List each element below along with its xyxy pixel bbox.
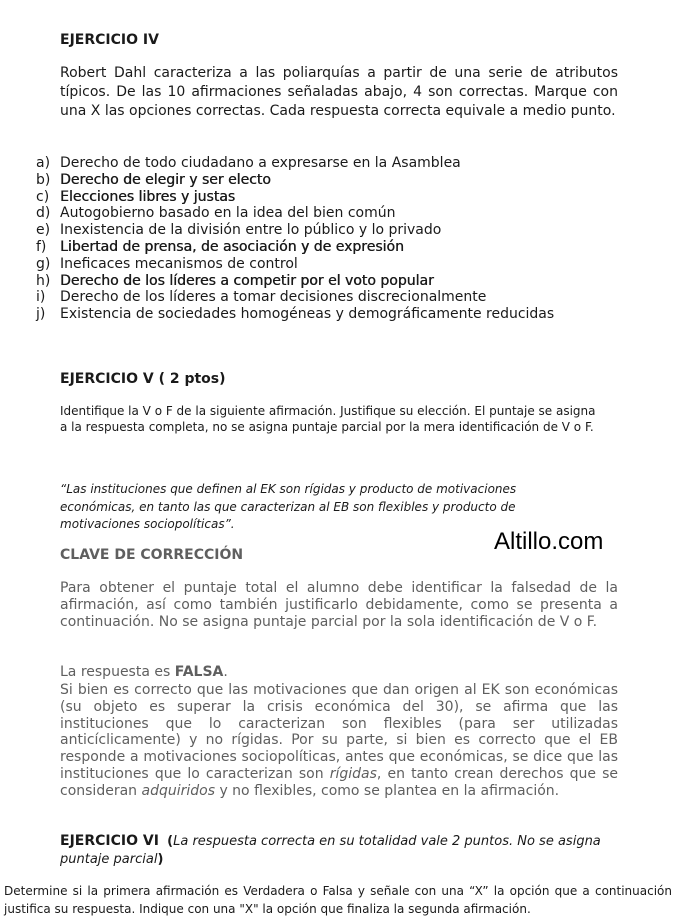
explanation-rigidas: rígidas <box>329 765 377 782</box>
option-item[interactable] <box>36 222 636 239</box>
option-letter: j) <box>36 306 46 323</box>
exercise-5-quote: “Las instituciones que definen al EK son rígidas y producto de motivaciones económicas, en tanto las que caracterizan al EB son flexibles y producto de motivaciones sociopolíticas”. <box>60 482 517 531</box>
explanation-part-2: , en tanto crean derechos que se consideran <box>60 765 618 799</box>
option-item[interactable] <box>36 289 636 306</box>
answer-key-text: Para obtener el puntaje total el alumno debe identificar la falsedad de la afirmación, así como también justificarlo debidamente, como se presenta a continuación. No se asigna puntaje parcial por la sola identificación de V o F. <box>60 580 618 630</box>
exercise-6-header <box>60 832 620 869</box>
option-item[interactable] <box>36 306 636 323</box>
close-paren: ) <box>157 852 164 867</box>
answer-explanation <box>60 682 618 800</box>
option-letter: h) <box>36 272 51 289</box>
option-text: Existencia de sociedades homogéneas y demográficamente reducidas <box>60 306 555 323</box>
option-letter: f) <box>36 238 47 255</box>
explanation-adquiridos: adquiridos <box>141 782 215 799</box>
exercise-4-intro: Robert Dahl caracteriza a las poliarquías a partir de una serie de atributos típicos. De las 10 afirmaciones señaladas abajo, 4 son correctas. Marque con una X las opciones correctas. Cada respuesta correcta equivale a medio punto. <box>60 65 618 119</box>
option-text: Inexistencia de la división entre lo público y lo privado <box>60 222 442 239</box>
option-text: Derecho de los líderes a competir por el voto popular <box>60 272 434 289</box>
option-item[interactable] <box>36 205 636 222</box>
answer-prefix: La respuesta es <box>60 664 175 680</box>
answer-suffix: . <box>223 664 228 680</box>
option-item[interactable] <box>36 273 636 290</box>
option-letter: d) <box>36 205 51 222</box>
option-letter: e) <box>36 222 51 239</box>
exercise-6-title: EJERCICIO VI <box>60 833 159 849</box>
option-item[interactable] <box>36 239 636 256</box>
option-item[interactable] <box>36 155 636 172</box>
option-text: Libertad de prensa, de asociación y de expresión <box>60 238 404 255</box>
option-letter: i) <box>36 289 46 306</box>
answer-statement <box>60 664 618 681</box>
option-text: Derecho de los líderes a tomar decisiones discrecionalmente <box>60 289 487 306</box>
option-letter: b) <box>36 171 51 188</box>
open-paren: ( <box>167 834 174 849</box>
option-text: Derecho de elegir y ser electo <box>60 171 271 188</box>
explanation-part-3: y no flexibles, como se plantea en la afirmación. <box>215 782 560 799</box>
answer-key-title: CLAVE DE CORRECCIÓN <box>60 547 244 563</box>
exercise-6-note: La respuesta correcta en su totalidad vale 2 puntos. No se asigna puntaje parcial <box>60 834 601 867</box>
option-letter: a) <box>36 155 51 171</box>
exercise-4-options <box>36 155 636 323</box>
option-text: Elecciones libres y justas <box>60 188 236 205</box>
option-text: Ineficaces mecanismos de control <box>60 255 298 272</box>
option-text: Derecho de todo ciudadano a expresarse en la Asamblea <box>60 155 461 171</box>
explanation-part-1: Si bien es correcto que las motivaciones que dan origen al EK son económicas (su objeto es superar la crisis económica del 30), se afirma que las instituciones que lo caracterizan son flexibles (para ser utilizadas anticíclicamente) y no rígidas. Por su parte, si bien es correcto que el EB responde a motivaciones sociopolíticas, antes que económicas, se dice que las instituciones que lo caracterizan son <box>60 682 618 782</box>
exercise-4-title: EJERCICIO IV <box>60 32 159 48</box>
altillo-watermark: Altillo.com <box>494 528 604 555</box>
option-item[interactable] <box>36 189 636 206</box>
option-item[interactable] <box>36 172 636 189</box>
option-item[interactable] <box>36 256 636 273</box>
answer-word: FALSA <box>174 664 224 680</box>
exercise-6-instructions: Determine si la primera afirmación es Verdadera o Falsa y señale con una “X” la opción que a continuación justifica su respuesta. Indique con una "X" la opción que finaliza la segunda afirmación. <box>4 884 672 916</box>
option-letter: g) <box>36 255 51 272</box>
option-text: Autogobierno basado en la idea del bien común <box>60 205 396 222</box>
option-letter: c) <box>36 188 50 205</box>
exercise-5-title: EJERCICIO V ( 2 ptos) <box>60 371 226 387</box>
exercise-5-instructions: Identifique la V o F de la siguiente afirmación. Justifique su elección. El puntaje se asigna a la respuesta completa, no se asigna puntaje parcial por la mera identificación de V o F. <box>60 404 596 434</box>
